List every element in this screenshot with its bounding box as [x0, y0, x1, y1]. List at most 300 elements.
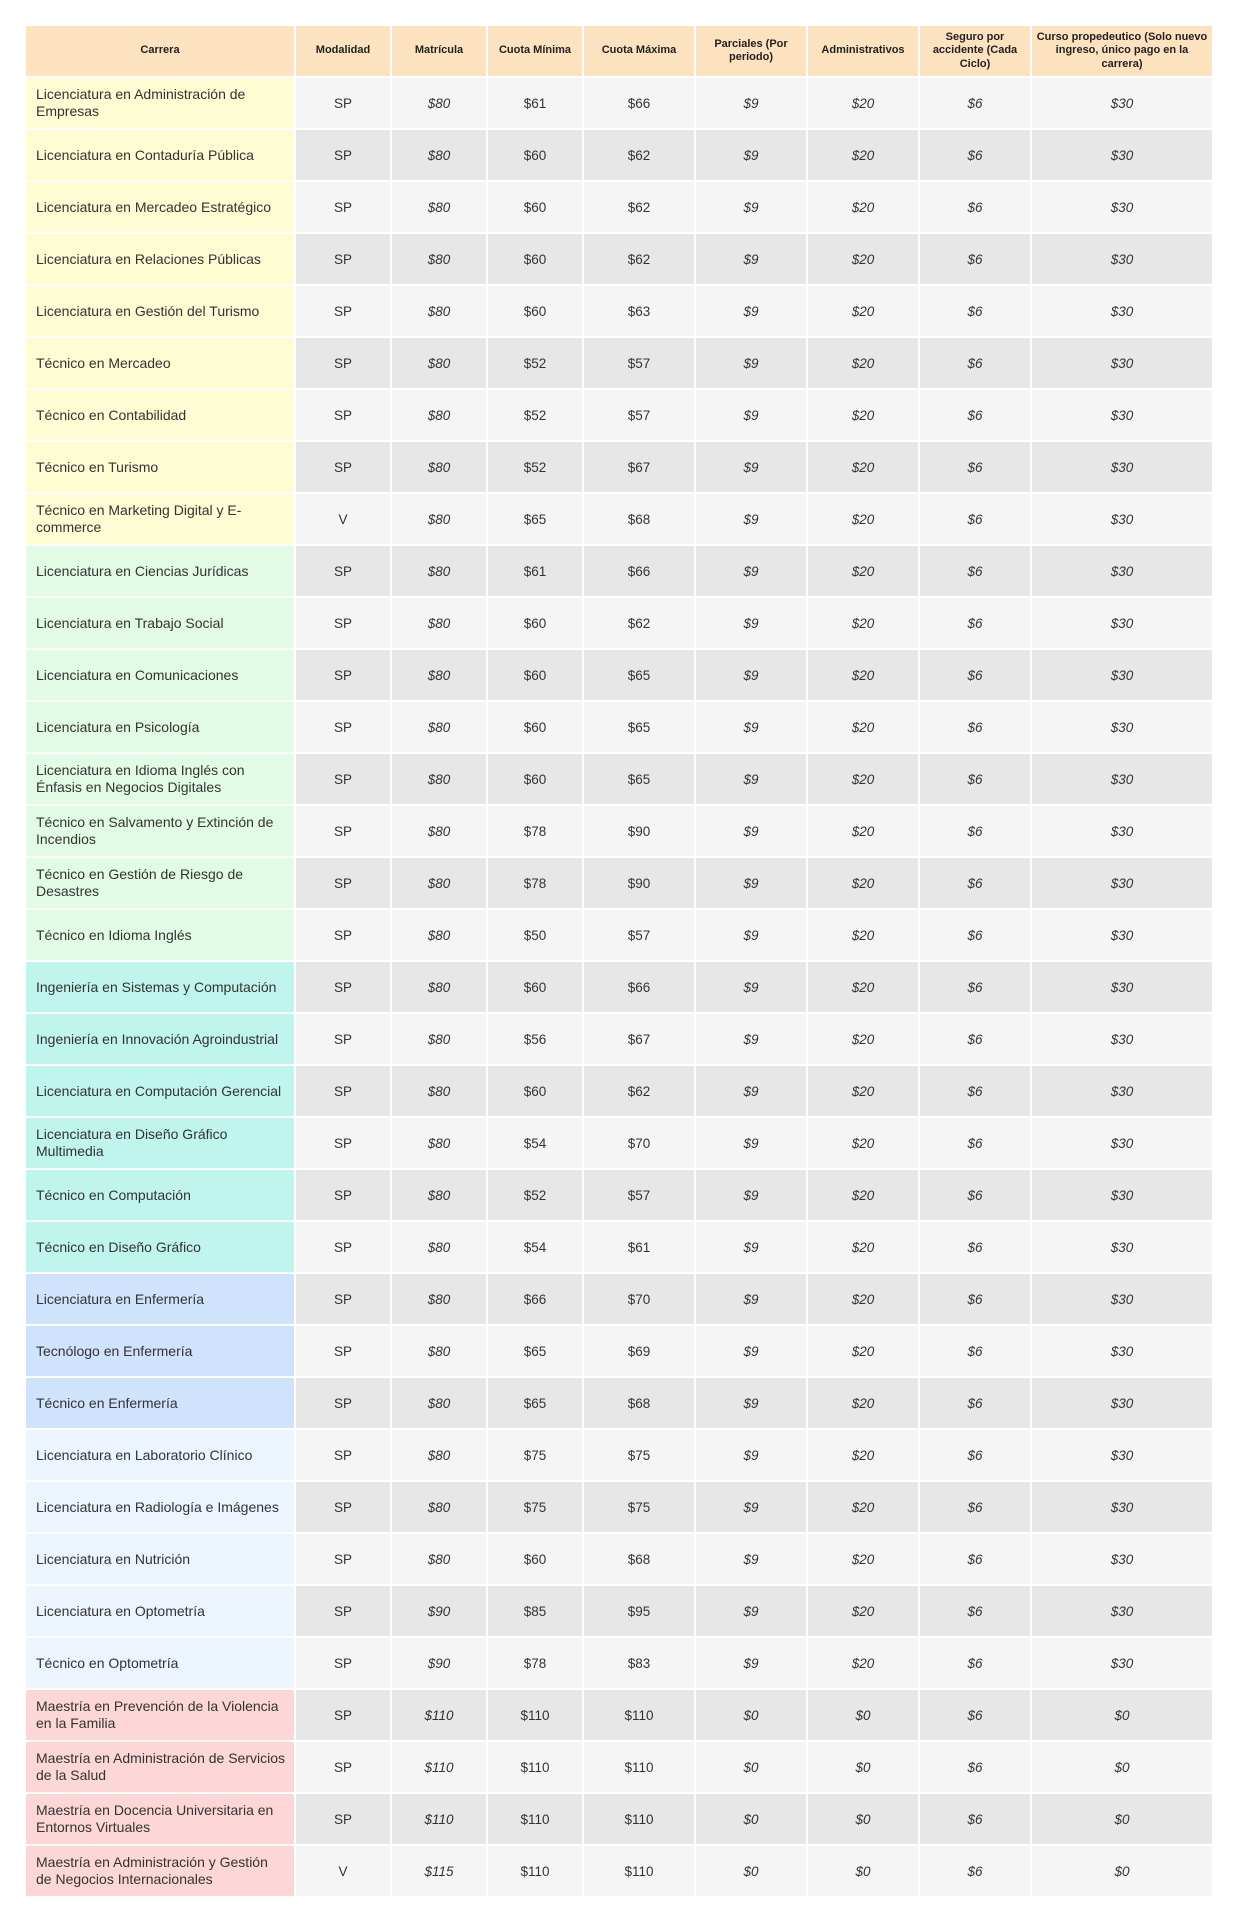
table-row [26, 546, 1212, 596]
cell-cuota-minima: $54 [488, 1222, 582, 1272]
cell-propedeutico: $30 [1032, 1118, 1212, 1168]
cell-cuota-maxima: $57 [584, 1170, 694, 1220]
cell-modalidad: SP [296, 1690, 390, 1740]
cell-carrera: Licenciatura en Comunicaciones [26, 650, 294, 700]
cell-modalidad: SP [296, 858, 390, 908]
cell-modalidad: SP [296, 130, 390, 180]
cell-parciales: $9 [696, 1378, 806, 1428]
cell-cuota-maxima: $69 [584, 1326, 694, 1376]
cell-seguro: $6 [920, 1326, 1030, 1376]
table-row [26, 1690, 1212, 1740]
cell-administrativos: $20 [808, 546, 918, 596]
header-administrativos: Administrativos [808, 26, 918, 76]
cell-matricula: $80 [392, 1326, 486, 1376]
cell-cuota-minima: $60 [488, 182, 582, 232]
cell-propedeutico: $0 [1032, 1794, 1212, 1844]
cell-propedeutico: $0 [1032, 1690, 1212, 1740]
cell-seguro: $6 [920, 130, 1030, 180]
cell-matricula: $80 [392, 1378, 486, 1428]
cell-cuota-minima: $66 [488, 1274, 582, 1324]
header-matricula: Matrícula [392, 26, 486, 76]
cell-cuota-minima: $52 [488, 390, 582, 440]
cell-modalidad: SP [296, 598, 390, 648]
cell-parciales: $9 [696, 1118, 806, 1168]
cell-administrativos: $20 [808, 390, 918, 440]
cell-propedeutico: $30 [1032, 754, 1212, 804]
cell-administrativos: $20 [808, 1638, 918, 1688]
cell-cuota-maxima: $63 [584, 286, 694, 336]
cell-parciales: $9 [696, 286, 806, 336]
cell-parciales: $9 [696, 234, 806, 284]
table-row [26, 286, 1212, 336]
cell-matricula: $80 [392, 1534, 486, 1584]
cell-parciales: $0 [696, 1690, 806, 1740]
cell-cuota-minima: $61 [488, 78, 582, 128]
cell-cuota-maxima: $65 [584, 702, 694, 752]
cell-seguro: $6 [920, 1638, 1030, 1688]
table-row [26, 1222, 1212, 1272]
cell-carrera: Maestría en Prevención de la Violencia en la Familia [26, 1690, 294, 1740]
table-row [26, 1586, 1212, 1636]
cell-propedeutico: $30 [1032, 182, 1212, 232]
cell-carrera: Técnico en Computación [26, 1170, 294, 1220]
cell-cuota-minima: $85 [488, 1586, 582, 1636]
cell-matricula: $80 [392, 858, 486, 908]
cell-administrativos: $20 [808, 286, 918, 336]
cell-carrera: Licenciatura en Idioma Inglés con Énfasis en Negocios Digitales [26, 754, 294, 804]
cell-matricula: $80 [392, 182, 486, 232]
cell-parciales: $9 [696, 1326, 806, 1376]
cell-matricula: $80 [392, 910, 486, 960]
cell-modalidad: SP [296, 1742, 390, 1792]
cell-cuota-minima: $110 [488, 1846, 582, 1896]
cell-modalidad: SP [296, 286, 390, 336]
cell-modalidad: SP [296, 1118, 390, 1168]
cell-administrativos: $20 [808, 1430, 918, 1480]
cell-parciales: $9 [696, 962, 806, 1012]
table-row [26, 130, 1212, 180]
cell-cuota-minima: $52 [488, 338, 582, 388]
cell-propedeutico: $30 [1032, 1222, 1212, 1272]
cell-seguro: $6 [920, 494, 1030, 544]
cell-matricula: $80 [392, 754, 486, 804]
cell-carrera: Licenciatura en Contaduría Pública [26, 130, 294, 180]
cell-seguro: $6 [920, 598, 1030, 648]
cell-cuota-minima: $54 [488, 1118, 582, 1168]
cell-seguro: $6 [920, 442, 1030, 492]
cell-propedeutico: $30 [1032, 338, 1212, 388]
cell-cuota-minima: $60 [488, 962, 582, 1012]
cell-modalidad: SP [296, 442, 390, 492]
cell-seguro: $6 [920, 1014, 1030, 1064]
cell-propedeutico: $30 [1032, 702, 1212, 752]
cell-propedeutico: $30 [1032, 1638, 1212, 1688]
cell-carrera: Licenciatura en Nutrición [26, 1534, 294, 1584]
table-row [26, 962, 1212, 1012]
cell-administrativos: $20 [808, 702, 918, 752]
cell-carrera: Ingeniería en Sistemas y Computación [26, 962, 294, 1012]
cell-propedeutico: $30 [1032, 806, 1212, 856]
cell-cuota-minima: $65 [488, 1326, 582, 1376]
cell-cuota-maxima: $75 [584, 1430, 694, 1480]
cell-cuota-maxima: $70 [584, 1118, 694, 1168]
cell-propedeutico: $30 [1032, 546, 1212, 596]
cell-seguro: $6 [920, 234, 1030, 284]
cell-carrera: Técnico en Optometría [26, 1638, 294, 1688]
cell-carrera: Técnico en Contabilidad [26, 390, 294, 440]
cell-cuota-maxima: $70 [584, 1274, 694, 1324]
cell-propedeutico: $30 [1032, 1066, 1212, 1116]
cell-parciales: $9 [696, 442, 806, 492]
cell-parciales: $9 [696, 1066, 806, 1116]
cell-administrativos: $20 [808, 494, 918, 544]
cell-seguro: $6 [920, 338, 1030, 388]
cell-parciales: $9 [696, 910, 806, 960]
cell-cuota-minima: $61 [488, 546, 582, 596]
cell-carrera: Técnico en Gestión de Riesgo de Desastres [26, 858, 294, 908]
cell-administrativos: $0 [808, 1846, 918, 1896]
cell-modalidad: SP [296, 1274, 390, 1324]
cell-parciales: $9 [696, 390, 806, 440]
header-carrera: Carrera [26, 26, 294, 76]
cell-matricula: $80 [392, 806, 486, 856]
header-modalidad: Modalidad [296, 26, 390, 76]
cell-administrativos: $20 [808, 598, 918, 648]
table-row [26, 338, 1212, 388]
cell-matricula: $110 [392, 1742, 486, 1792]
table-row [26, 1638, 1212, 1688]
cell-propedeutico: $30 [1032, 962, 1212, 1012]
cell-cuota-minima: $52 [488, 1170, 582, 1220]
cell-modalidad: SP [296, 390, 390, 440]
cell-cuota-minima: $60 [488, 650, 582, 700]
cell-propedeutico: $30 [1032, 910, 1212, 960]
cell-modalidad: SP [296, 806, 390, 856]
cell-parciales: $9 [696, 1534, 806, 1584]
cell-carrera: Licenciatura en Gestión del Turismo [26, 286, 294, 336]
cell-matricula: $110 [392, 1690, 486, 1740]
cell-parciales: $9 [696, 130, 806, 180]
cell-propedeutico: $30 [1032, 650, 1212, 700]
cell-modalidad: V [296, 1846, 390, 1896]
cell-cuota-maxima: $68 [584, 494, 694, 544]
cell-propedeutico: $30 [1032, 1586, 1212, 1636]
cell-carrera: Técnico en Turismo [26, 442, 294, 492]
cell-propedeutico: $30 [1032, 442, 1212, 492]
cell-administrativos: $20 [808, 858, 918, 908]
cell-cuota-maxima: $75 [584, 1482, 694, 1532]
cell-cuota-minima: $60 [488, 1534, 582, 1584]
cell-cuota-maxima: $62 [584, 234, 694, 284]
cell-administrativos: $20 [808, 806, 918, 856]
cell-cuota-minima: $52 [488, 442, 582, 492]
cell-cuota-maxima: $110 [584, 1846, 694, 1896]
cell-administrativos: $20 [808, 1222, 918, 1272]
cell-cuota-maxima: $57 [584, 338, 694, 388]
cell-carrera: Ingeniería en Innovación Agroindustrial [26, 1014, 294, 1064]
table-row [26, 1794, 1212, 1844]
cell-administrativos: $20 [808, 910, 918, 960]
cell-matricula: $80 [392, 702, 486, 752]
cell-modalidad: SP [296, 1014, 390, 1064]
cell-propedeutico: $30 [1032, 598, 1212, 648]
cell-administrativos: $20 [808, 754, 918, 804]
cell-propedeutico: $30 [1032, 494, 1212, 544]
cell-matricula: $115 [392, 1846, 486, 1896]
cell-seguro: $6 [920, 1430, 1030, 1480]
cell-propedeutico: $30 [1032, 130, 1212, 180]
cell-modalidad: SP [296, 1482, 390, 1532]
table-row [26, 182, 1212, 232]
cell-matricula: $90 [392, 1586, 486, 1636]
cell-administrativos: $20 [808, 1534, 918, 1584]
cell-administrativos: $20 [808, 962, 918, 1012]
cell-propedeutico: $30 [1032, 234, 1212, 284]
cell-parciales: $9 [696, 182, 806, 232]
cell-administrativos: $0 [808, 1794, 918, 1844]
cell-seguro: $6 [920, 962, 1030, 1012]
table-row [26, 390, 1212, 440]
cell-carrera: Licenciatura en Relaciones Públicas [26, 234, 294, 284]
cell-parciales: $9 [696, 1014, 806, 1064]
cell-modalidad: SP [296, 546, 390, 596]
cell-cuota-minima: $75 [488, 1430, 582, 1480]
cell-parciales: $9 [696, 78, 806, 128]
cell-carrera: Técnico en Idioma Inglés [26, 910, 294, 960]
cell-parciales: $9 [696, 650, 806, 700]
cell-administrativos: $20 [808, 130, 918, 180]
table-row [26, 910, 1212, 960]
table-row [26, 1378, 1212, 1428]
cell-parciales: $9 [696, 1274, 806, 1324]
cell-cuota-minima: $75 [488, 1482, 582, 1532]
cell-modalidad: SP [296, 702, 390, 752]
cell-carrera: Técnico en Mercadeo [26, 338, 294, 388]
cell-seguro: $6 [920, 1742, 1030, 1792]
cell-modalidad: SP [296, 78, 390, 128]
cell-cuota-maxima: $62 [584, 1066, 694, 1116]
table-row [26, 1482, 1212, 1532]
cell-administrativos: $20 [808, 1378, 918, 1428]
cell-cuota-minima: $110 [488, 1690, 582, 1740]
cell-seguro: $6 [920, 1170, 1030, 1220]
cell-seguro: $6 [920, 754, 1030, 804]
cell-cuota-maxima: $66 [584, 962, 694, 1012]
cell-cuota-maxima: $57 [584, 910, 694, 960]
cell-cuota-minima: $78 [488, 858, 582, 908]
cell-parciales: $9 [696, 546, 806, 596]
cell-cuota-minima: $110 [488, 1794, 582, 1844]
cell-administrativos: $20 [808, 338, 918, 388]
cell-propedeutico: $30 [1032, 1014, 1212, 1064]
cell-cuota-maxima: $65 [584, 650, 694, 700]
header-seguro: Seguro por accidente (Cada Ciclo) [920, 26, 1030, 76]
cell-seguro: $6 [920, 546, 1030, 596]
cell-propedeutico: $30 [1032, 1534, 1212, 1584]
cell-cuota-minima: $60 [488, 286, 582, 336]
cell-carrera: Maestría en Administración de Servicios de la Salud [26, 1742, 294, 1792]
cell-modalidad: SP [296, 910, 390, 960]
cell-matricula: $90 [392, 1638, 486, 1688]
cell-parciales: $9 [696, 494, 806, 544]
cell-cuota-maxima: $61 [584, 1222, 694, 1272]
cell-seguro: $6 [920, 702, 1030, 752]
table-row [26, 1742, 1212, 1792]
cell-parciales: $9 [696, 1586, 806, 1636]
cell-carrera: Licenciatura en Mercadeo Estratégico [26, 182, 294, 232]
cell-administrativos: $20 [808, 1326, 918, 1376]
table-row [26, 1846, 1212, 1896]
cell-seguro: $6 [920, 390, 1030, 440]
cell-matricula: $80 [392, 130, 486, 180]
cell-seguro: $6 [920, 1846, 1030, 1896]
cell-matricula: $80 [392, 338, 486, 388]
cell-cuota-maxima: $65 [584, 754, 694, 804]
cell-modalidad: SP [296, 1534, 390, 1584]
cell-cuota-minima: $60 [488, 702, 582, 752]
cell-matricula: $80 [392, 390, 486, 440]
cell-parciales: $9 [696, 1482, 806, 1532]
cell-propedeutico: $30 [1032, 858, 1212, 908]
cell-carrera: Licenciatura en Trabajo Social [26, 598, 294, 648]
cell-administrativos: $20 [808, 78, 918, 128]
cell-parciales: $0 [696, 1794, 806, 1844]
cell-matricula: $80 [392, 962, 486, 1012]
cell-seguro: $6 [920, 1794, 1030, 1844]
cell-modalidad: SP [296, 1794, 390, 1844]
cell-parciales: $9 [696, 1222, 806, 1272]
cell-modalidad: SP [296, 338, 390, 388]
table-row [26, 702, 1212, 752]
cell-administrativos: $20 [808, 1482, 918, 1532]
cell-parciales: $9 [696, 806, 806, 856]
cell-cuota-minima: $110 [488, 1742, 582, 1792]
cell-matricula: $80 [392, 1066, 486, 1116]
cell-cuota-minima: $60 [488, 234, 582, 284]
table-row [26, 1534, 1212, 1584]
cell-matricula: $80 [392, 494, 486, 544]
cell-modalidad: SP [296, 650, 390, 700]
cell-propedeutico: $30 [1032, 1274, 1212, 1324]
header-parciales: Parciales (Por periodo) [696, 26, 806, 76]
cell-cuota-maxima: $57 [584, 390, 694, 440]
table-row [26, 650, 1212, 700]
cell-parciales: $9 [696, 1170, 806, 1220]
table-row [26, 78, 1212, 128]
cell-cuota-maxima: $110 [584, 1794, 694, 1844]
cell-cuota-maxima: $62 [584, 130, 694, 180]
cell-parciales: $9 [696, 754, 806, 804]
cell-cuota-maxima: $95 [584, 1586, 694, 1636]
cell-matricula: $110 [392, 1794, 486, 1844]
cell-matricula: $80 [392, 1274, 486, 1324]
table-body [26, 78, 1212, 1896]
cell-matricula: $80 [392, 1482, 486, 1532]
cell-seguro: $6 [920, 1066, 1030, 1116]
cell-administrativos: $0 [808, 1742, 918, 1792]
cell-modalidad: SP [296, 1170, 390, 1220]
cell-seguro: $6 [920, 1534, 1030, 1584]
table-row [26, 754, 1212, 804]
cell-propedeutico: $30 [1032, 286, 1212, 336]
cell-parciales: $9 [696, 858, 806, 908]
cell-carrera: Licenciatura en Radiología e Imágenes [26, 1482, 294, 1532]
table-row [26, 806, 1212, 856]
cell-propedeutico: $30 [1032, 1378, 1212, 1428]
cell-carrera: Licenciatura en Laboratorio Clínico [26, 1430, 294, 1480]
cell-carrera: Licenciatura en Psicología [26, 702, 294, 752]
cell-carrera: Licenciatura en Computación Gerencial [26, 1066, 294, 1116]
table-row [26, 1274, 1212, 1324]
table-row [26, 858, 1212, 908]
cell-modalidad: SP [296, 962, 390, 1012]
cell-seguro: $6 [920, 910, 1030, 960]
cell-cuota-maxima: $67 [584, 1014, 694, 1064]
cell-modalidad: SP [296, 1222, 390, 1272]
cell-seguro: $6 [920, 1586, 1030, 1636]
cell-cuota-maxima: $66 [584, 546, 694, 596]
cell-cuota-maxima: $83 [584, 1638, 694, 1688]
cell-matricula: $80 [392, 1222, 486, 1272]
cell-modalidad: V [296, 494, 390, 544]
cell-parciales: $9 [696, 338, 806, 388]
table-row [26, 1118, 1212, 1168]
table-row [26, 442, 1212, 492]
cell-seguro: $6 [920, 286, 1030, 336]
cell-cuota-minima: $60 [488, 598, 582, 648]
cell-propedeutico: $30 [1032, 78, 1212, 128]
cell-matricula: $80 [392, 650, 486, 700]
cell-cuota-maxima: $62 [584, 598, 694, 648]
cell-carrera: Licenciatura en Ciencias Jurídicas [26, 546, 294, 596]
header-propedeutico: Curso propedeutico (Solo nuevo ingreso, único pago en la carrera) [1032, 26, 1212, 76]
header-cuota-minima: Cuota Mínima [488, 26, 582, 76]
cell-seguro: $6 [920, 1690, 1030, 1740]
cell-seguro: $6 [920, 858, 1030, 908]
cell-seguro: $6 [920, 650, 1030, 700]
cell-modalidad: SP [296, 1378, 390, 1428]
cell-cuota-maxima: $68 [584, 1378, 694, 1428]
cell-matricula: $80 [392, 546, 486, 596]
cell-seguro: $6 [920, 806, 1030, 856]
table-row [26, 234, 1212, 284]
cell-propedeutico: $30 [1032, 1326, 1212, 1376]
fee-table-container [24, 24, 1212, 1898]
cell-administrativos: $20 [808, 442, 918, 492]
cell-carrera: Tecnólogo en Enfermería [26, 1326, 294, 1376]
cell-matricula: $80 [392, 1430, 486, 1480]
cell-cuota-minima: $78 [488, 1638, 582, 1688]
cell-carrera: Técnico en Enfermería [26, 1378, 294, 1428]
cell-seguro: $6 [920, 182, 1030, 232]
cell-propedeutico: $30 [1032, 1430, 1212, 1480]
cell-propedeutico: $0 [1032, 1742, 1212, 1792]
cell-propedeutico: $30 [1032, 1170, 1212, 1220]
cell-modalidad: SP [296, 1066, 390, 1116]
cell-cuota-maxima: $68 [584, 1534, 694, 1584]
fee-table [24, 24, 1214, 1898]
cell-cuota-minima: $50 [488, 910, 582, 960]
cell-cuota-maxima: $110 [584, 1742, 694, 1792]
cell-administrativos: $20 [808, 1586, 918, 1636]
cell-modalidad: SP [296, 234, 390, 284]
cell-administrativos: $20 [808, 650, 918, 700]
cell-modalidad: SP [296, 1586, 390, 1636]
table-row [26, 1014, 1212, 1064]
header-cuota-maxima: Cuota Máxima [584, 26, 694, 76]
cell-parciales: $9 [696, 702, 806, 752]
cell-carrera: Maestría en Administración y Gestión de Negocios Internacionales [26, 1846, 294, 1896]
